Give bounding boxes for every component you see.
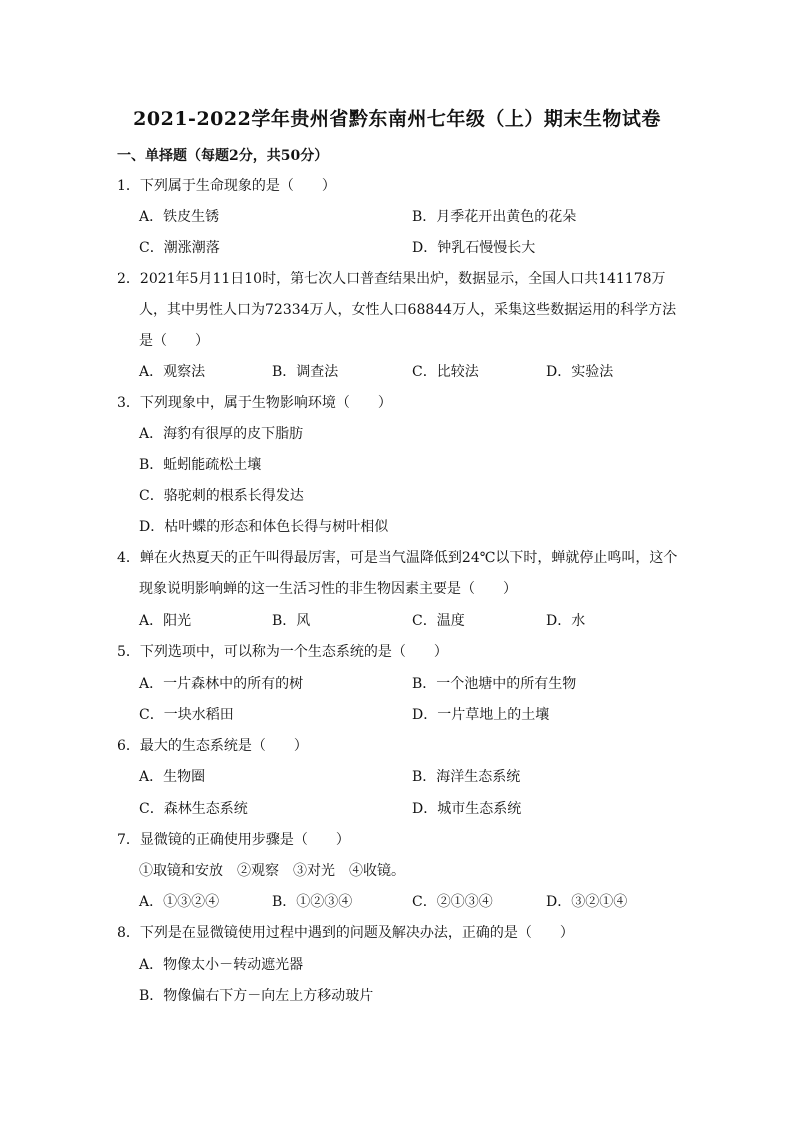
question-7-stem: 7．显微镜的正确使用步骤是（ ） (117, 832, 350, 848)
question-2-stem-line-3: 是（ ） (139, 333, 209, 349)
question-2-option-c[interactable]: C．比较法 (412, 364, 479, 380)
question-4-option-b[interactable]: B．风 (272, 613, 311, 629)
question-4-option-a[interactable]: A．阳光 (139, 613, 192, 629)
question-6-option-d[interactable]: D．城市生态系统 (412, 801, 522, 817)
question-1-option-b[interactable]: B．月季花开出黄色的花朵 (412, 209, 577, 225)
question-6-option-a[interactable]: A．生物圈 (139, 769, 206, 785)
question-5-stem: 5．下列选项中，可以称为一个生态系统的是（ ） (117, 644, 448, 660)
question-1-option-a[interactable]: A．铁皮生锈 (139, 209, 220, 225)
question-4-stem-line-2: 现象说明影响蝉的这一生活习性的非生物因素主要是（ ） (139, 581, 517, 597)
question-2-option-b[interactable]: B．调查法 (272, 364, 339, 380)
question-2-option-a[interactable]: A．观察法 (139, 364, 206, 380)
question-5-option-d[interactable]: D．一片草地上的土壤 (412, 707, 550, 723)
question-7-option-a[interactable]: A．①③②④ (139, 894, 220, 910)
question-3-option-a[interactable]: A．海豹有很厚的皮下脂肪 (139, 426, 304, 442)
question-3-option-b[interactable]: B．蚯蚓能疏松土壤 (139, 457, 262, 473)
question-3-option-d[interactable]: D．枯叶蝶的形态和体色长得与树叶相似 (139, 519, 389, 535)
question-7-option-b[interactable]: B．①②③④ (272, 894, 353, 910)
question-2-stem-line-1: 2．2021年5月11日10时，第七次人口普查结果出炉，数据显示，全国人口共141178万 (117, 271, 666, 287)
question-5-option-b[interactable]: B．一个池塘中的所有生物 (412, 676, 577, 692)
question-8-option-a[interactable]: A．物像太小－转动遮光器 (139, 957, 304, 973)
exam-title: 2021-2022学年贵州省黔东南州七年级（上）期末生物试卷 (133, 108, 661, 130)
question-3-stem: 3．下列现象中，属于生物影响环境（ ） (117, 395, 392, 411)
question-1-option-c[interactable]: C．潮涨潮落 (139, 240, 220, 256)
question-7-steps: ①取镜和安放 ②观察 ③对光 ④收镜。 (139, 863, 405, 879)
question-1-stem: 1．下列属于生命现象的是（ ） (117, 178, 336, 194)
question-4-option-c[interactable]: C．温度 (412, 613, 465, 629)
question-3-option-c[interactable]: C．骆驼刺的根系长得发达 (139, 488, 304, 504)
question-6-option-b[interactable]: B．海洋生态系统 (412, 769, 521, 785)
question-5-option-a[interactable]: A．一片森林中的所有的树 (139, 676, 304, 692)
question-4-stem-line-1: 4．蝉在火热夏天的正午叫得最厉害，可是当气温降低到24℃以下时，蝉就停止鸣叫，这个 (117, 550, 678, 566)
question-4-option-d[interactable]: D．水 (546, 613, 586, 629)
question-8-stem: 8．下列是在显微镜使用过程中遇到的问题及解决办法，正确的是（ ） (117, 925, 574, 941)
question-5-option-c[interactable]: C．一块水稻田 (139, 707, 234, 723)
question-8-option-b[interactable]: B．物像偏右下方－向左上方移动玻片 (139, 988, 374, 1004)
question-7-option-d[interactable]: D．③②①④ (546, 894, 628, 910)
question-6-option-c[interactable]: C．森林生态系统 (139, 801, 248, 817)
question-2-stem-line-2: 人，其中男性人口为72334万人，女性人口68844万人，采集这些数据运用的科学方法 (139, 302, 677, 318)
question-2-option-d[interactable]: D．实验法 (546, 364, 614, 380)
section-heading: 一、单择题（每题2分，共50分） (117, 148, 329, 164)
question-1-option-d[interactable]: D．钟乳石慢慢长大 (412, 240, 536, 256)
question-6-stem: 6．最大的生态系统是（ ） (117, 738, 308, 754)
question-7-option-c[interactable]: C．②①③④ (412, 894, 493, 910)
